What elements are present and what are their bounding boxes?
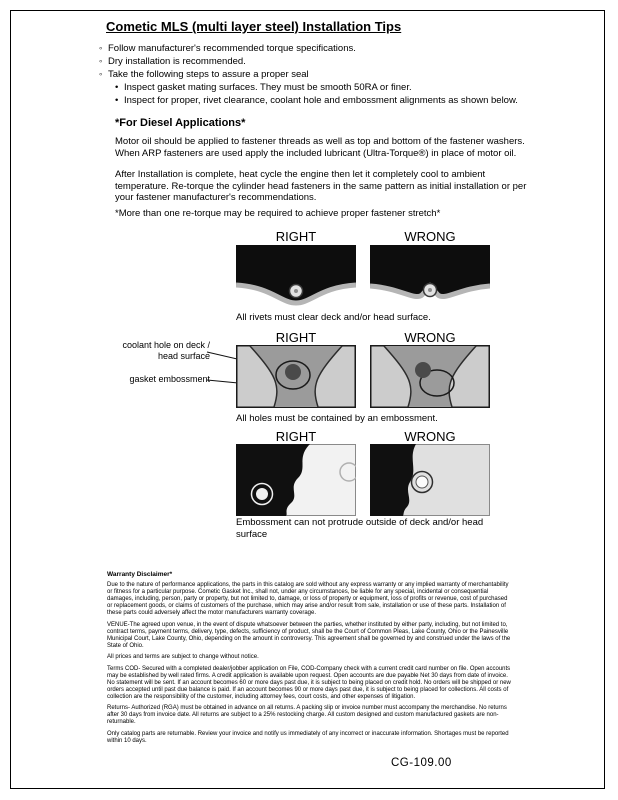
warranty-disclaimer-heading: Warranty Disclaimer*: [107, 571, 173, 578]
deck-edge-wrong-image: [370, 444, 490, 516]
page-number: CG-109.00: [391, 757, 452, 769]
list-item: [115, 96, 569, 107]
page-title: Cometic MLS (multi layer steel) Installation Tips: [106, 19, 402, 34]
list-item-text: Inspect for proper, rivet clearance, coolant hole and embossment alignments as shown below.: [124, 95, 518, 106]
deck-edge-right-image: [236, 444, 356, 516]
wrong-label-row2: WRONG: [404, 330, 456, 345]
list-item: [115, 83, 569, 94]
list-item: [99, 70, 569, 81]
figure-caption-holes: All holes must be contained by an embossment.: [236, 413, 438, 424]
right-label-row1: RIGHT: [275, 229, 317, 244]
disclaimer-paragraph: Due to the nature of performance applications, the parts in this catalog are sold without any express warranty or any implied warranty of merchantability or fitness for a particular purpose. Cometic Gasket Inc., shall not, under any circumstances, be liable for any special, incidental or consequential damages, including, person, party or property, but not limited to, damage, or loss of property or equipment, loss of profits or revenue, cost of purchased or replacement goods, or claims of customers of the purchase, which may arise and/or result from sale, installation or use of these parts. Installation of these parts could adversely affect the motor manufacturers warranty coverage.: [107, 582, 509, 616]
right-label-row3: RIGHT: [275, 429, 317, 444]
list-item: [99, 44, 569, 55]
diesel-applications-heading: *For Diesel Applications*: [115, 117, 246, 129]
warranty-disclaimer: [107, 571, 513, 749]
disclaimer-paragraph: Returns- Authorized (RGA) must be obtained in advance on all returns. A packing slip or invoice number must accompany the merchandise. No returns after 30 days from invoice date. All returns are subject to a 25% restocking charge. All custom designed and custom manufactured gaskets are non-returnable.: [107, 705, 507, 725]
embossment-right-image: [236, 345, 356, 408]
coolant-hole-callout: coolant hole on deck / head surface: [122, 340, 210, 361]
wrong-label-row3: WRONG: [404, 429, 456, 444]
gasket-embossment-callout: gasket embossment: [129, 374, 210, 384]
list-item: [99, 57, 569, 68]
diesel-paragraph-1: Motor oil should be applied to fastener threads as well as top and bottom of the fastener washers. When ARP fasteners are used apply the included lubricant (Ultra-Torque®) in place of motor oil.: [115, 136, 525, 159]
right-label-row2: RIGHT: [275, 330, 317, 345]
figure-caption-deck-edge: Embossment can not protrude outside of deck and/or head surface: [236, 517, 484, 540]
disclaimer-paragraph: Terms COD- Secured with a completed dealer/jobber application on File, COD-Company check with a current credit card number on file. Open accounts may be established by well rated firms. A credit application is available upon request. Open accounts are due payable Net 30 days from date of invoice. No statement will be sent. If an account becomes 60 or more days past due, it is subject to being placed on credit hold. No orders will be shipped or new orders accepted until past due balance is paid. If an account becomes 90 or more days past due, it is subject to being placed for collections. All costs of collection are the responsibility of the customer, including attorney fees, court costs, and other expenses of litigation.: [107, 665, 511, 700]
embossment-wrong-image: [370, 345, 490, 408]
filled-bullet-marker: [115, 96, 124, 107]
rivet-wrong-image: [370, 245, 490, 309]
filled-bullet-marker: [115, 83, 124, 94]
open-bullet-marker: [99, 70, 108, 81]
wrong-label-row1: WRONG: [404, 229, 456, 244]
disclaimer-paragraph: Only catalog parts are returnable. Review your invoice and notify us immediately of any incorrect or inaccurate information. Shortages must be reported within 10 days.: [107, 730, 509, 744]
open-bullet-marker: [99, 44, 108, 55]
open-bullet-marker: [99, 57, 108, 68]
diesel-paragraph-2: After Installation is complete, heat cycle the engine then let it completely cool to ambient temperature. Re-torque the cylinder head fasteners in the same pattern as initial installation or per your fastener manufacturer's recommendations.: [115, 169, 527, 203]
list-item-text: Dry installation is recommended.: [108, 56, 246, 67]
list-item-text: Follow manufacturer's recommended torque specifications.: [108, 43, 356, 54]
disclaimer-paragraph: VENUE-The agreed upon venue, in the event of dispute whatsoever between the parties, whether instituted by either party, including, but not limited to, contract terms, payment terms, delivery, type, defects, sufficiency of product, shall be the Court of Common Pleas, Lake County, Ohio or the Painesville Municipal Court, Lake County, Ohio, depending on the amount in controversy. This agreement shall be governed by and construed under the laws of the State of Ohio.: [107, 621, 511, 649]
rivet-right-image: [236, 245, 356, 309]
list-item-text: Inspect gasket mating surfaces. They must be smooth 50RA or finer.: [124, 82, 412, 93]
retorque-note: *More than one re-torque may be required to achieve proper fastener stretch*: [115, 208, 441, 219]
figure-caption-rivets: All rivets must clear deck and/or head surface.: [236, 312, 431, 323]
list-item-text: Take the following steps to assure a proper seal: [108, 69, 309, 80]
disclaimer-paragraph: All prices and terms are subject to change without notice.: [107, 654, 259, 660]
tips-list: [99, 44, 569, 109]
